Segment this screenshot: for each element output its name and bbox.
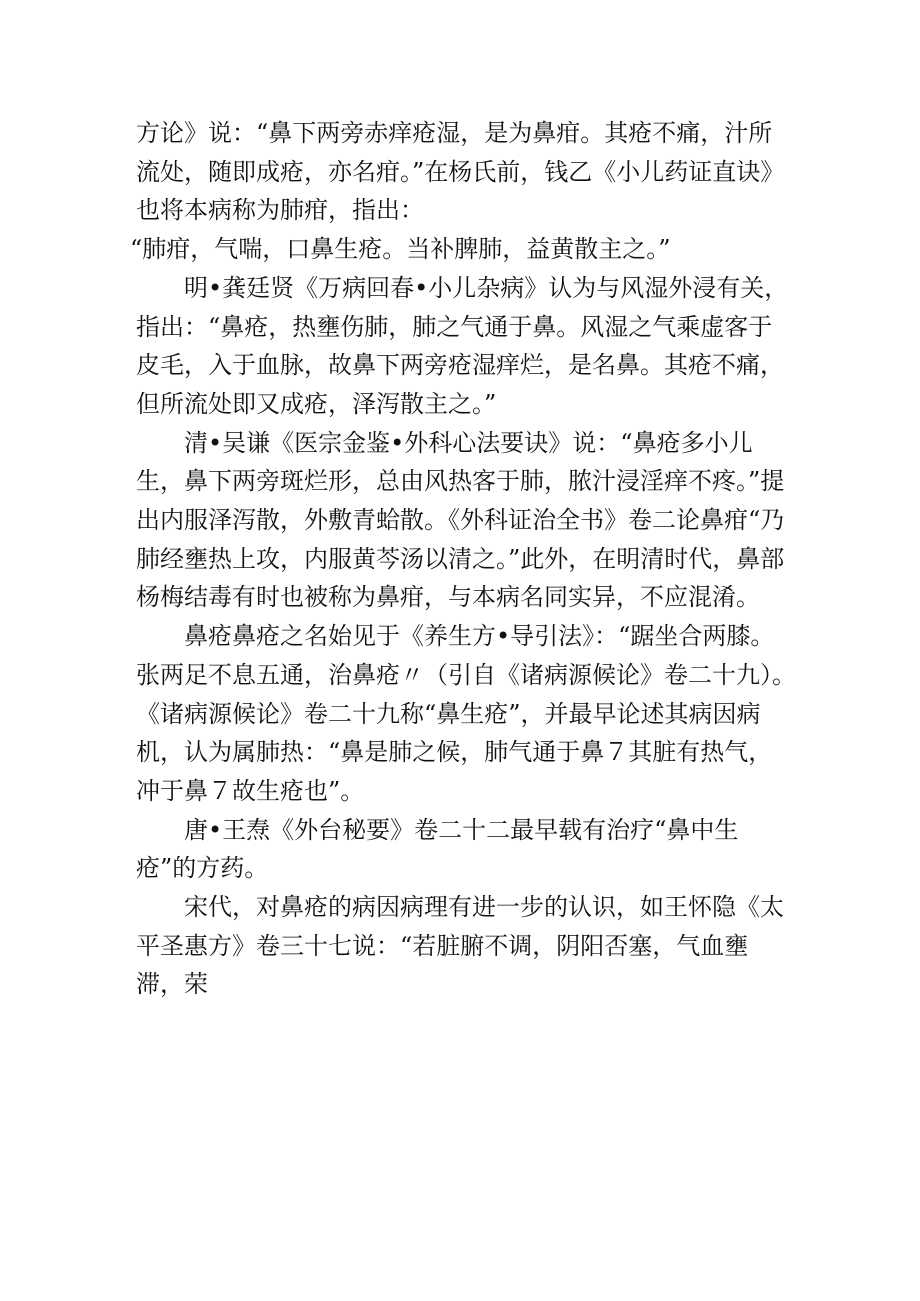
paragraph-4: 清•吴谦《医宗金鉴•外科心法要诀》说：“鼻疮多小儿生，鼻下两旁斑烂形，总由风热客于肺，脓汁浸淫痒不疼。”提出内服泽泻散，外敷青蛤散。《外科证治全书》卷二论鼻疳“乃肺经壅热上攻，内服黄芩汤以清之。”此外，在明清时代，鼻部杨梅结毒有时也被称为鼻疳，与本病名同实异，不应混淆。 — [136, 428, 785, 612]
paragraph-7: 宋代，对鼻疮的病因病理有进一步的认识，如王怀隐《太平圣惠方》卷三十七说：“若脏腑不调，阴阳否塞，气血壅滞，荣 — [136, 893, 784, 999]
document-body — [130, 114, 796, 1004]
paragraph-6: 唐•王焘《外台秘要》卷二十二最早载有治疗“鼻中生疮”的方药。 — [136, 815, 739, 883]
paragraph-5: 鼻疮鼻疮之名始见于《养生方•导引法》：“踞坐合两膝。张两足不息五通，治鼻疮〃（引自《诸病源候论》卷二十九）。《诸病源候论》卷二十九称“鼻生疮”，并最早论述其病因病机，认为属肺热：“鼻是肺之候，肺气通于鼻７其脏有热气，冲于鼻７故生疮也”。 — [136, 622, 796, 805]
paragraph-1: 方论》说：“鼻下两旁赤痒疮湿，是为鼻疳。其疮不痛，汁所流处，随即成疮，亦名疳。”在杨氏前，钱乙《小儿药证直诀》也将本病称为肺疳，指出： — [136, 119, 785, 225]
paragraph-2: “肺疳，气喘，口鼻生疮。当补脾肺，益黄散主之。” — [130, 235, 671, 264]
paragraph-3: 明•龚廷贤《万病回春•小儿杂病》认为与风湿外浸有关，指出：“鼻疮，热壅伤肺，肺之气通于鼻。风湿之气乘虚客于皮毛，入于血脉，故鼻下两旁疮湿痒烂，是名鼻。其疮不痛，但所流处即又成疮，泽泻散主之。” — [136, 273, 789, 418]
